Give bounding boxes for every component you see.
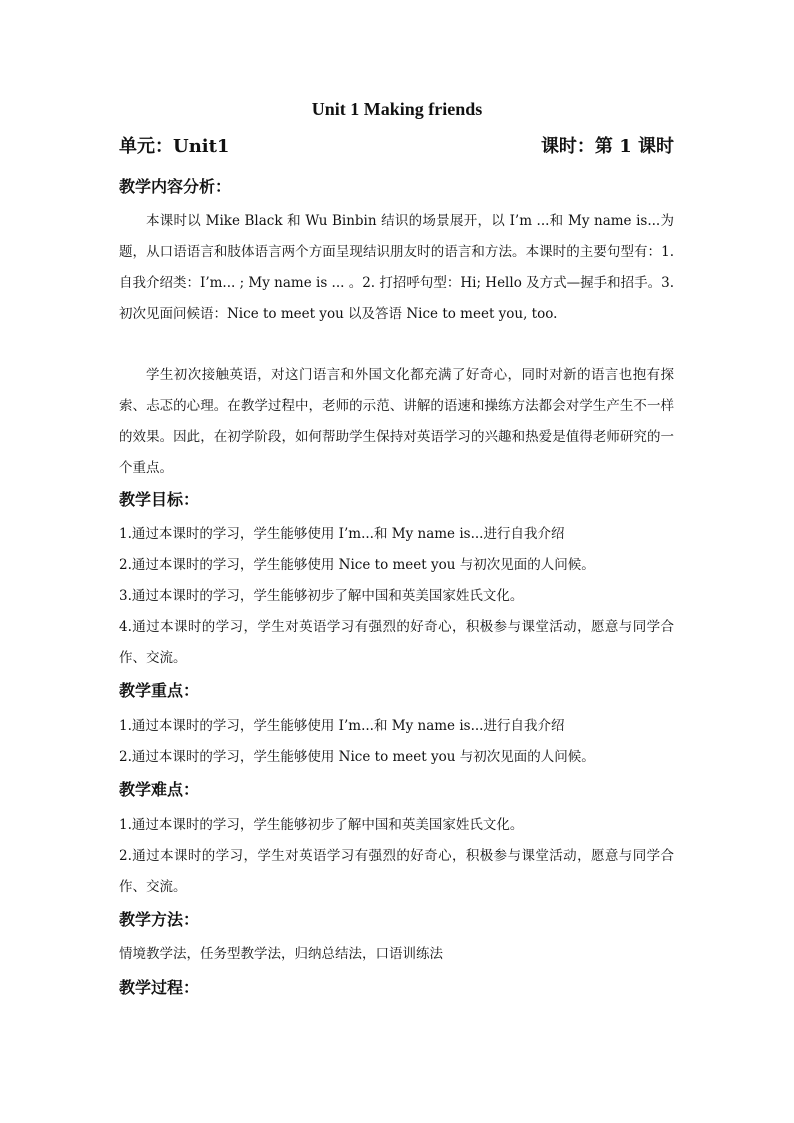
difficulties-heading: 教学难点：	[119, 780, 200, 799]
difficulty-item: 2.通过本课时的学习，学生对英语学习有强烈的好奇心，积极参与课堂活动，愿意与同学合作、交流。	[119, 848, 674, 895]
content-analysis-heading: 教学内容分析：	[119, 177, 232, 196]
key-point-item: 2.通过本课时的学习，学生能够使用 Nice to meet you 与初次见面的人问候。	[119, 749, 595, 765]
content-analysis-paragraph-1: 本课时以 Mike Black 和 Wu Binbin 结识的场景展开，以 I’m ...和 My name is...为题，从口语语言和肢体语言两个方面呈现结识朋友时的语言和方法。本课时的主要句型有：1.自我介绍类：I’m... ; My name is ... 。2. 打招呼句型：Hi; Hello 及方式—握手和招手。3.初次见面问候语：Nice to meet you 以及答语 Nice to meet you, too.	[119, 213, 674, 322]
objective-item: 4.通过本课时的学习，学生对英语学习有强烈的好奇心，积极参与课堂活动，愿意与同学合作、交流。	[119, 619, 674, 666]
unit-label: 单元：Unit1	[119, 136, 230, 157]
lesson-period-label: 课时：第 1 课时	[540, 136, 674, 157]
objective-item: 1.通过本课时的学习，学生能够使用 I’m...和 My name is...进行自我介绍	[119, 526, 565, 542]
process-heading: 教学过程：	[119, 978, 200, 997]
content-analysis-paragraph-2: 学生初次接触英语，对这门语言和外国文化都充满了好奇心，同时对新的语言也抱有探索、忐忑的心理。在教学过程中，老师的示范、讲解的语速和操练方法都会对学生产生不一样的效果。因此，在初学阶段，如何帮助学生保持对英语学习的兴趣和热爱是值得老师研究的一个重点。	[119, 367, 674, 476]
objective-item: 2.通过本课时的学习，学生能够使用 Nice to meet you 与初次见面的人问候。	[119, 557, 595, 573]
methods-heading: 教学方法：	[119, 910, 200, 929]
key-points-heading: 教学重点：	[119, 681, 200, 700]
lesson-meta-row	[119, 133, 674, 161]
key-point-item: 1.通过本课时的学习，学生能够使用 I’m...和 My name is...进行自我介绍	[119, 718, 565, 734]
objectives-heading: 教学目标：	[119, 490, 200, 509]
document-title: Unit 1 Making friends	[311, 99, 483, 119]
methods-text: 情境教学法，任务型教学法，归纳总结法，口语训练法	[119, 946, 443, 962]
objective-item: 3.通过本课时的学习，学生能够初步了解中国和英美国家姓氏文化。	[119, 588, 524, 604]
difficulty-item: 1.通过本课时的学习，学生能够初步了解中国和英美国家姓氏文化。	[119, 817, 524, 833]
